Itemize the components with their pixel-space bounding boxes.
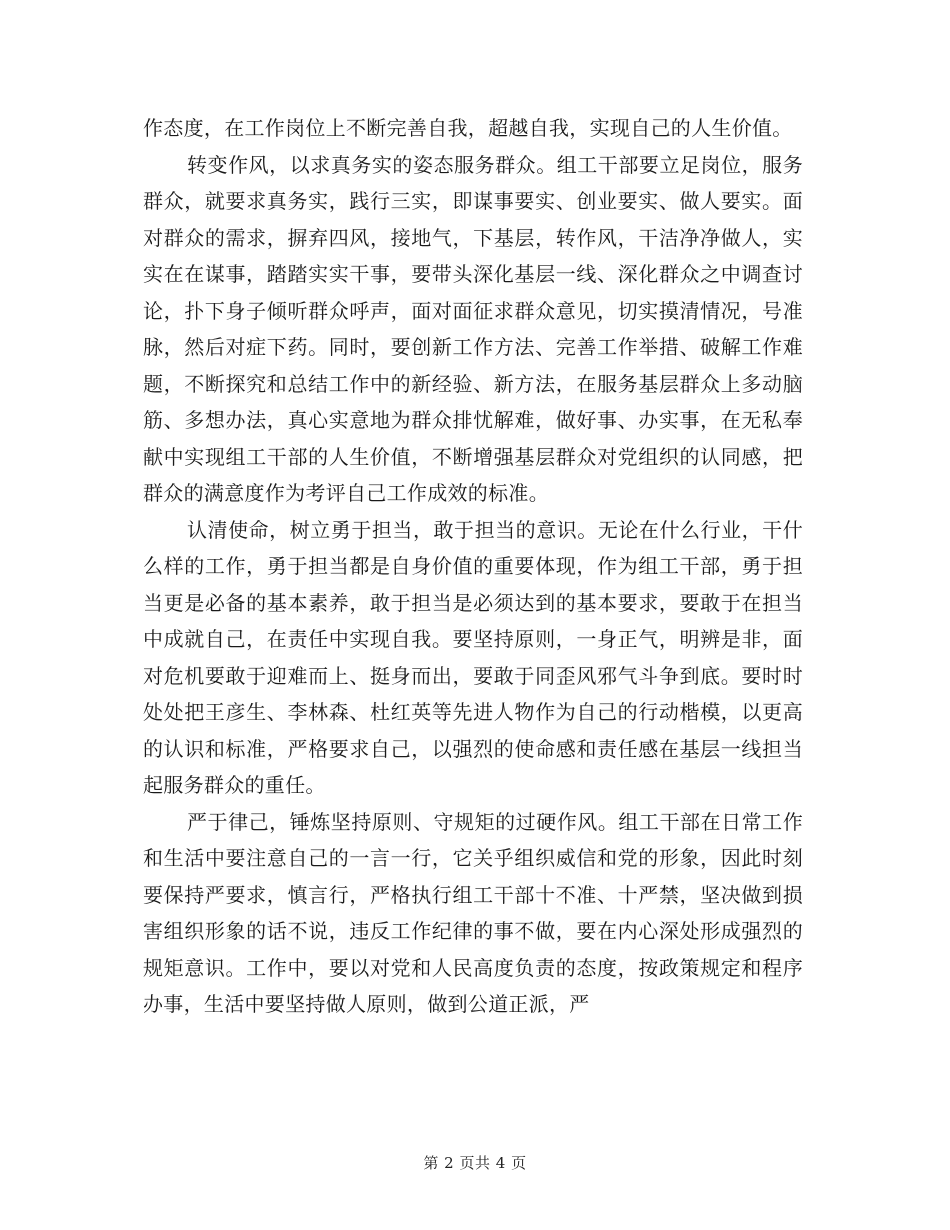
paragraph-1: 作态度，在工作岗位上不断完善自我，超越自我，实现自己的人生价值。	[143, 116, 793, 140]
paragraph-4: 严于律己，锤炼坚持原则、守规矩的过硬作风。组工干部在日常工作和生活中要注意自己的一言一行，它关乎组织威信和党的形象，因此时刻要保持严要求，慎言行，严格执行组工干部十不准、十严禁，坚决做到损害组织形象的话不说，违反工作纪律的事不做，要在内心深处形成强烈的规矩意识。工作中，要以对党和人民高度负责的态度，按政策规定和程序办事，生活中要坚持做人原则，做到公道正派，严	[143, 809, 803, 1016]
body-text	[143, 110, 803, 1023]
page-footer: 第 2 页共 4 页	[423, 1154, 527, 1172]
paragraph-3: 认清使命，树立勇于担当，敢于担当的意识。无论在什么行业，干什么样的工作，勇于担当都是自身价值的重要体现，作为组工干部，勇于担当更是必备的基本素养，敢于担当是必须达到的基本要求，要敢于在担当中成就自己，在责任中实现自我。要坚持原则，一身正气，明辨是非，面对危机要敢于迎难而上、挺身而出，要敢于同歪风邪气斗争到底。要时时处处把王彦生、李林森、杜红英等先进人物作为自己的行动楷模，以更高的认识和标准，严格要求自己，以强烈的使命感和责任感在基层一线担当起服务群众的重任。	[143, 517, 803, 797]
paragraph-2: 转变作风，以求真务实的姿态服务群众。组工干部要立足岗位，服务群众，就要求真务实，践行三实，即谋事要实、创业要实、做人要实。面对群众的需求，摒弃四风，接地气，下基层，转作风，干洁净净做人，实实在在谋事，踏踏实实干事，要带头深化基层一线、深化群众之中调查讨论，扑下身子倾听群众呼声，面对面征求群众意见，切实摸清情况，号准脉，然后对症下药。同时，要创新工作方法、完善工作举措、破解工作难题，不断探究和总结工作中的新经验、新方法，在服务基层群众上多动脑筋、多想办法，真心实意地为群众排忧解难，做好事、办实事，在无私奉献中实现组工干部的人生价值，不断增强基层群众对党组织的认同感，把群众的满意度作为考评自己工作成效的标准。	[143, 152, 803, 505]
